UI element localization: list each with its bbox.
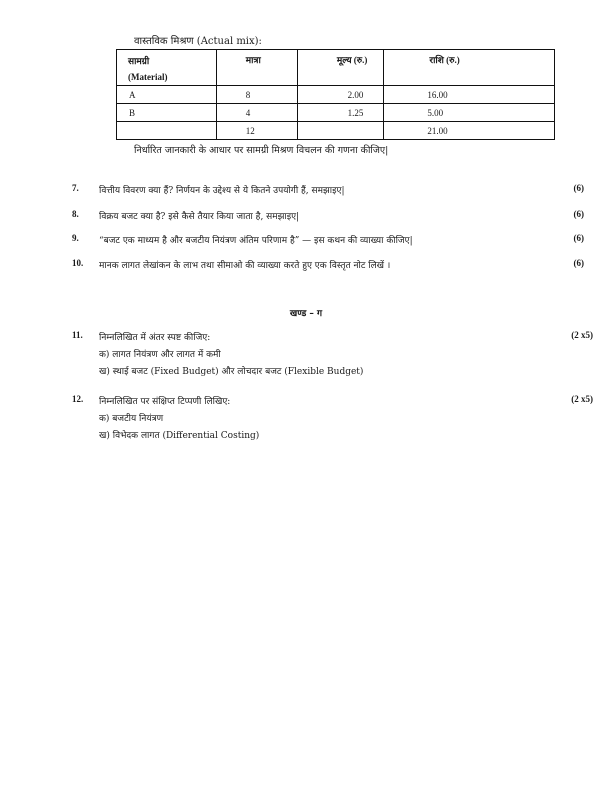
cell-amount: 16.00 <box>427 90 448 100</box>
header-material-english: (Material) <box>128 72 168 82</box>
question-number: 9. <box>72 233 79 243</box>
question-part-a: क) बजटीय नियंत्रण <box>99 414 164 424</box>
header-material <box>117 50 217 86</box>
cell-quantity: 4 <box>245 108 251 118</box>
table-header-row <box>117 50 555 86</box>
table-row <box>117 104 555 122</box>
question-marks: (2 x5) <box>571 330 593 340</box>
question-part-b: ख) विभेदक लागत (Differential Costing) <box>99 431 260 441</box>
cell-total-amount: 21.00 <box>427 126 448 136</box>
question-number: 12. <box>72 394 84 404</box>
question-marks: (2 x5) <box>571 394 593 404</box>
table-row <box>117 86 555 104</box>
header-quantity <box>216 50 297 86</box>
table-total-row <box>117 122 555 140</box>
cell-quantity: 8 <box>245 90 251 100</box>
question-part-b: ख) स्थाई बजट (Fixed Budget) और लोचदार बजट (Flexible Budget) <box>99 367 364 377</box>
question-text: विक्रय बजट क्या है? इसे कैसे तैयार किया जाता है, समझाइए| <box>99 212 300 222</box>
question-text: निम्नलिखित पर संक्षिप्त टिप्पणी लिखिए: <box>99 397 231 407</box>
section-title: खण्ड – ग <box>289 309 323 319</box>
cell-material: B <box>129 108 136 118</box>
table-caption: वास्तविक मिश्रण (Actual mix): <box>134 36 262 47</box>
question-number: 8. <box>72 209 79 219</box>
question-marks: (6) <box>573 183 584 193</box>
question-part-a: क) लागत नियंत्रण और लागत में कमी <box>99 350 221 360</box>
header-amount-label: राशि (रु.) <box>429 55 460 65</box>
question-number: 7. <box>72 183 79 193</box>
question-marks: (6) <box>573 209 584 219</box>
cell-material <box>117 122 216 126</box>
cell-amount: 5.00 <box>427 108 444 118</box>
cell-material: A <box>129 90 136 100</box>
question-text: वित्तीय विवरण क्या हैं? निर्णयन के उद्देश्य से ये कितने उपयोगी हैं, समझाइए| <box>99 186 345 196</box>
header-price <box>297 50 384 86</box>
header-material-hindi: सामग्री <box>128 56 150 66</box>
question-text: “बजट एक माध्यम है और बजटीय नियंत्रण अंतिम परिणाम है” — इस कथन की व्याख्या कीजिए| <box>99 236 413 246</box>
actual-mix-table <box>116 49 555 140</box>
cell-price: 2.00 <box>347 90 364 100</box>
question-marks: (6) <box>573 233 584 243</box>
header-price-label: मूल्य (रु.) <box>336 55 368 65</box>
header-quantity-label: मात्रा <box>245 55 261 65</box>
cell-price <box>298 122 384 126</box>
cell-total-quantity: 12 <box>245 126 255 136</box>
question-text: निम्नलिखित में अंतर स्पष्ट कीजिए: <box>99 333 211 343</box>
header-amount <box>384 50 555 86</box>
question-number: 11. <box>72 330 83 340</box>
question-text: मानक लागत लेखांकन के लाभ तथा सीमाओ की व्याख्या करते हुए एक विस्तृत नोट लिखें । <box>99 261 391 271</box>
table-instruction: निर्धारित जानकारी के आधार पर सामग्री मिश्रण विचलन की गणना कीजिए| <box>134 145 389 156</box>
cell-price: 1.25 <box>347 108 364 118</box>
question-marks: (6) <box>573 258 584 268</box>
question-number: 10. <box>72 258 84 268</box>
